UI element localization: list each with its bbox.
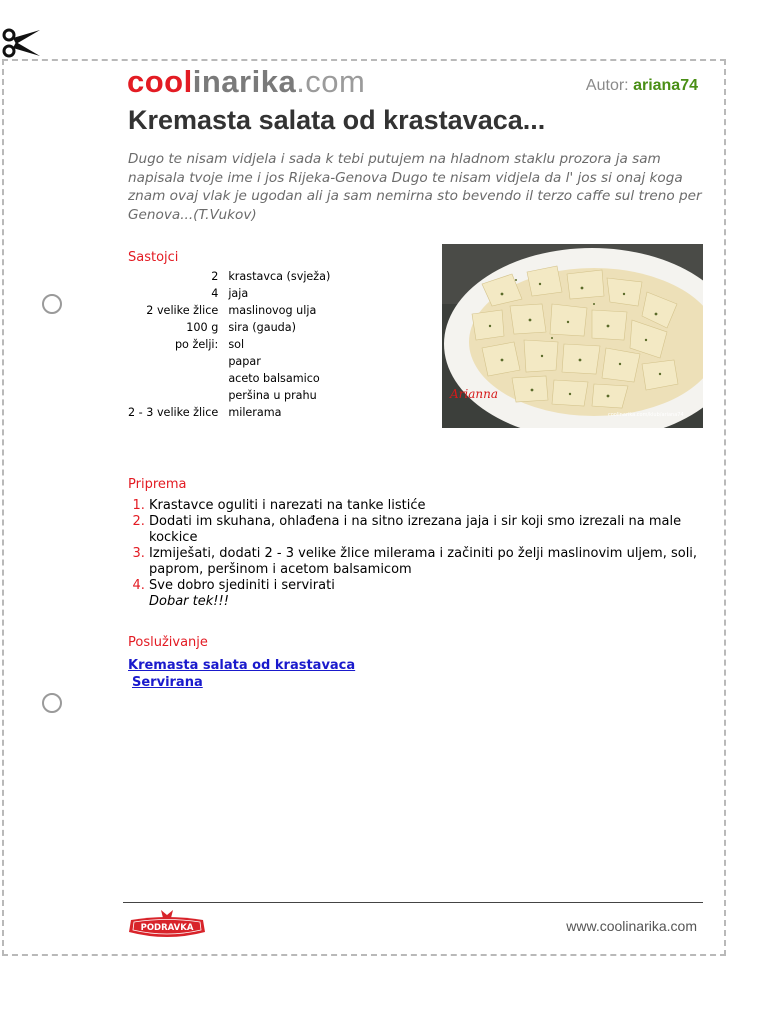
step-text: Izmiješati, dodati 2 - 3 velike žlice milerama i začiniti po želji maslinovim uljem, soli, paprom, peršinom i acetom balsamicom bbox=[149, 546, 698, 577]
ingredient-amount bbox=[124, 372, 224, 389]
ingredient-amount bbox=[124, 355, 224, 372]
logo-part-cool: cool bbox=[127, 64, 193, 99]
ingredient-name: sol bbox=[228, 338, 245, 351]
recipe-intro: Dugo te nisam vidjela i sada k tebi putujem na hladnom staklu prozora ja sam napisala tvoje ime i jos Rijeka-Genova Dugo te nisam vidjela da l' jos si onaj koga znam ovaj vlak je ugodan ali ja sam nemirna sto bevendo il terzo caffe sul treno per Genova...(T.Vukov) bbox=[128, 151, 702, 223]
ingredient-name: papar bbox=[228, 355, 261, 368]
serving-links bbox=[128, 657, 355, 691]
binder-hole-bottom bbox=[42, 693, 62, 713]
ingredient-amount: 100 g bbox=[186, 321, 219, 334]
ingredient-name: milerama bbox=[228, 406, 282, 419]
logo-part-com: .com bbox=[296, 64, 366, 99]
ingredient-name: aceto balsamico bbox=[228, 372, 320, 385]
ingredient-name: krastavca (svježa) bbox=[228, 270, 331, 283]
ingredient-amount: 2 velike žlice bbox=[146, 304, 219, 317]
recipe-photo[interactable] bbox=[442, 244, 703, 428]
preparation-steps bbox=[128, 498, 719, 610]
ingredient-name: jaja bbox=[228, 287, 249, 300]
photo-watermark: coolinarika.com/klub/ariana74 bbox=[608, 412, 684, 418]
photo-signature: Arianna bbox=[450, 387, 499, 401]
step-text: Sve dobro sjediniti i servirati bbox=[149, 578, 335, 593]
step-text: Krastavce oguliti i narezati na tanke listiće bbox=[149, 498, 426, 513]
author-label: Autor: bbox=[585, 77, 629, 94]
preparation-heading: Priprema bbox=[128, 477, 187, 492]
table-row bbox=[124, 389, 334, 406]
coolinarika-logo[interactable] bbox=[127, 64, 365, 100]
ingredient-amount: po želji: bbox=[174, 338, 219, 351]
list-item bbox=[149, 546, 719, 578]
site-url[interactable]: www.coolinarika.com bbox=[566, 918, 697, 934]
ingredient-amount: 2 - 3 velike žlice bbox=[128, 406, 219, 419]
ingredient-name: sira (gauda) bbox=[228, 321, 296, 334]
author-name[interactable]: ariana74 bbox=[633, 77, 698, 94]
table-row bbox=[124, 287, 334, 304]
ingredient-amount: 2 bbox=[211, 270, 219, 283]
author-line bbox=[586, 77, 698, 95]
table-row bbox=[124, 372, 334, 389]
ingredients-heading: Sastojci bbox=[128, 250, 179, 265]
recipe-title: Kremasta salata od krastavaca... bbox=[128, 105, 546, 135]
ingredient-name: peršina u prahu bbox=[228, 389, 317, 402]
table-row bbox=[124, 338, 334, 355]
scissors-icon bbox=[2, 26, 42, 60]
list-item bbox=[149, 514, 719, 546]
table-row bbox=[124, 406, 334, 423]
table-row bbox=[124, 321, 334, 338]
step-text: Dodati im skuhana, ohlađena i na sitno izrezana jaja i sir koji smo izrezali na male kockice bbox=[149, 514, 682, 545]
podravka-text: PODRAVKA bbox=[140, 923, 194, 933]
list-item bbox=[149, 498, 719, 514]
list-item bbox=[149, 578, 719, 610]
serving-link-servirana[interactable]: Servirana bbox=[132, 675, 203, 690]
table-row bbox=[124, 270, 334, 287]
table-row bbox=[124, 304, 334, 321]
ingredients-table bbox=[124, 270, 334, 423]
logo-part-inarika: inarika bbox=[192, 64, 297, 99]
table-row bbox=[124, 355, 334, 372]
ingredient-name: maslinovog ulja bbox=[228, 304, 317, 317]
ingredient-amount bbox=[124, 389, 224, 406]
ingredient-amount: 4 bbox=[211, 287, 219, 300]
footer-divider bbox=[123, 902, 703, 903]
serving-heading: Posluživanje bbox=[128, 635, 208, 650]
closing-text: Dobar tek!!! bbox=[149, 594, 229, 609]
binder-hole-top bbox=[42, 294, 62, 314]
serving-link-recipe[interactable]: Kremasta salata od krastavaca bbox=[128, 658, 356, 673]
podravka-logo[interactable] bbox=[127, 908, 207, 942]
